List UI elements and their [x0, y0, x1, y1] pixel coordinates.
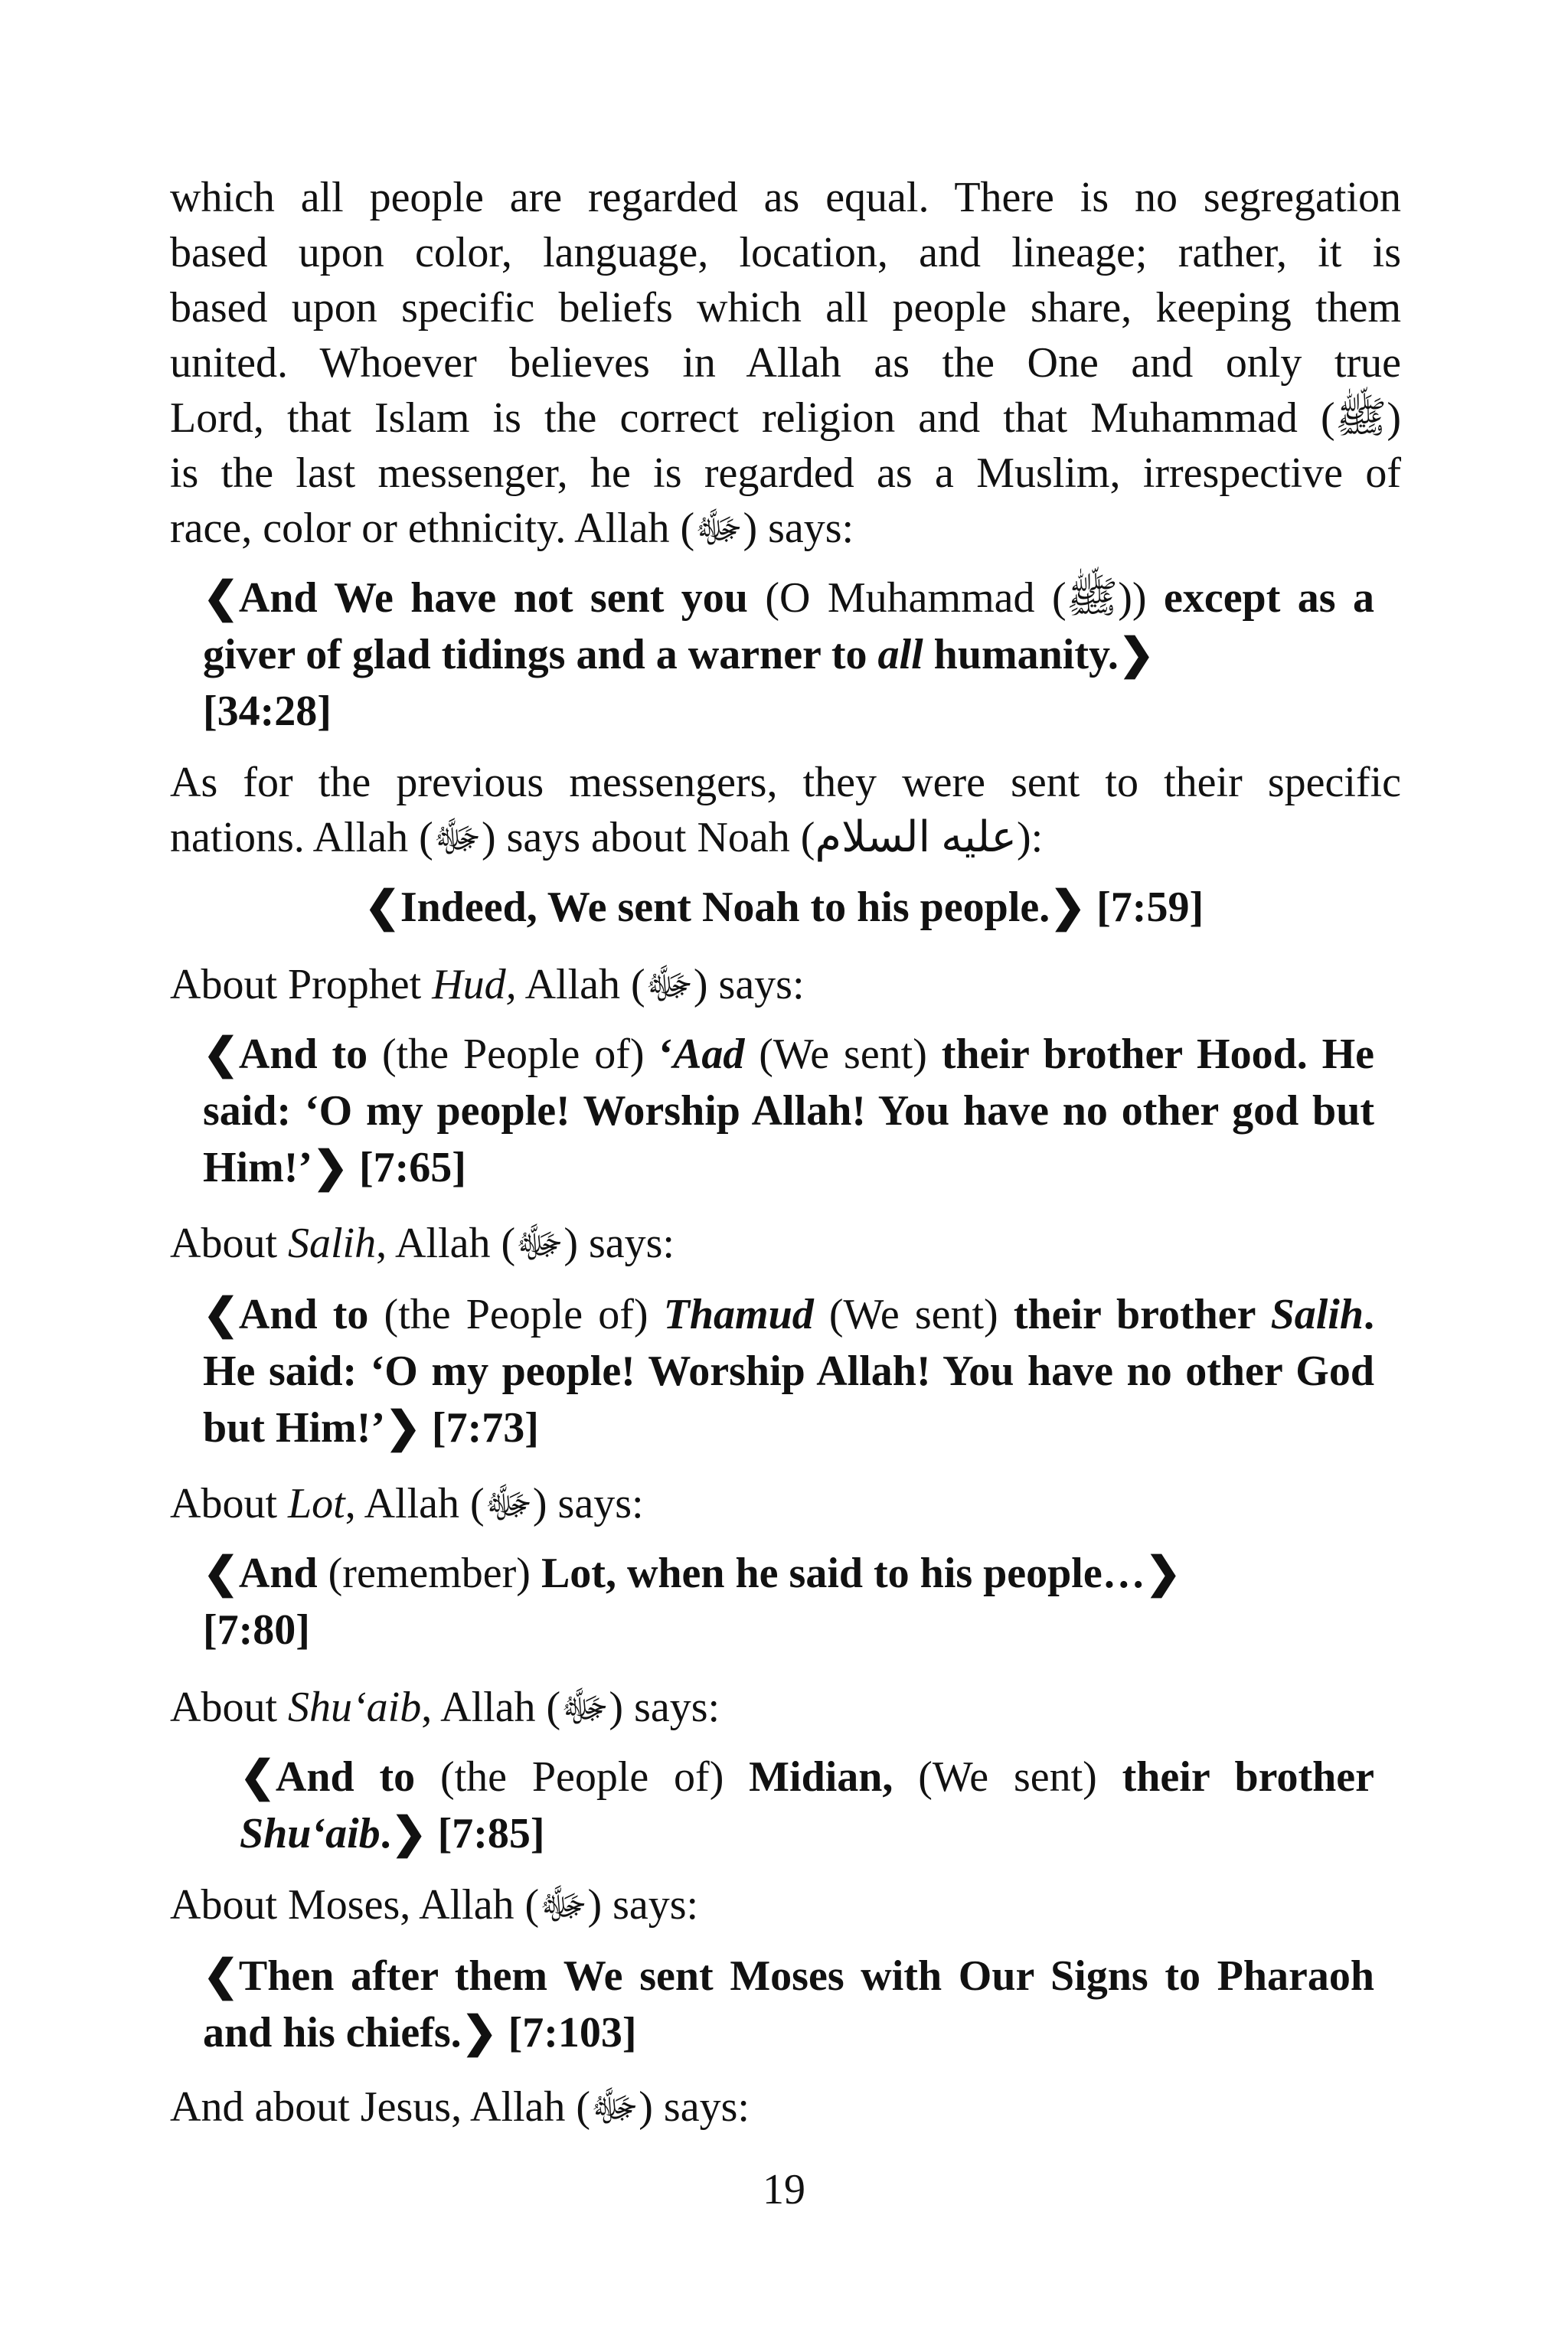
intro-text: About — [170, 1220, 288, 1267]
verse-emphasis: Shu‘aib — [240, 1810, 381, 1857]
verse-reference: [7:59] — [1086, 884, 1204, 931]
intro-text: About — [170, 1684, 288, 1731]
verse-bold-text: ‘ — [658, 1031, 674, 1078]
verse-bold-text: humanity. — [923, 631, 1119, 678]
verse-open-bracket: ❮ — [240, 1753, 276, 1801]
verse-bold-text: their brother — [1013, 1291, 1271, 1338]
verse-open-bracket: ❮ — [203, 574, 239, 622]
verse-bold-text: And We have not sent you — [238, 574, 748, 622]
intro-text: Allah (ﷻ) says: — [516, 961, 805, 1008]
page-number: 19 — [763, 2166, 805, 2213]
quran-verse-noah — [0, 879, 1568, 936]
prophet-name: Shu‘aib — [288, 1684, 422, 1731]
intro-text: , Allah (ﷻ) says: — [345, 1480, 644, 1527]
quran-verse-hud — [203, 1026, 1374, 1196]
verse-open-bracket: ❮ — [203, 1031, 239, 1078]
verse-plain-text: (the People of) — [368, 1031, 659, 1078]
intro-shuaib — [170, 1680, 1401, 1735]
quran-verse-moses — [203, 1948, 1374, 2061]
verse-emphasis: Thamud — [663, 1291, 814, 1338]
verse-plain-text: (remember) — [317, 1550, 541, 1597]
verse-bold-text: Midian, — [749, 1753, 893, 1801]
quran-verse-shuaib — [240, 1749, 1374, 1862]
body-text-line: race, color or ethnicity. Allah (ﷻ) says: — [170, 505, 854, 552]
verse-bold-text: And to — [238, 1291, 369, 1338]
intro-moses: About Moses, Allah (ﷻ) says: — [170, 1881, 699, 1929]
body-text-line: nations. Allah (ﷻ) says about Noah (عليه السلام): — [170, 814, 1044, 861]
intro-salih — [170, 1216, 1401, 1271]
body-text-line: is the last messenger, he is regarded as a Muslim, irrespective of — [170, 449, 1401, 497]
verse-bold-text: Then after them We sent Moses with Our Signs to Pharaoh and his chiefs. — [203, 1952, 1374, 2056]
verse-reference: [7:73] — [420, 1404, 539, 1452]
verse-reference: [34:28] — [203, 688, 332, 735]
verse-plain-text: (the People of) — [415, 1753, 750, 1801]
verse-bold-text: And to — [275, 1753, 416, 1801]
quran-verse-salih — [203, 1286, 1374, 1456]
intro-hud — [170, 957, 1401, 1012]
verse-bold-text: except as a giver of glad tidings and a warner to — [203, 574, 1374, 678]
intro-lot — [170, 1476, 1401, 1531]
verse-plain-text: (We sent) — [813, 1291, 1014, 1338]
verse-reference: [7:65] — [348, 1144, 466, 1191]
verse-open-bracket: ❮ — [203, 1291, 239, 1338]
verse-close-bracket: ❯ — [461, 2009, 498, 2056]
verse-reference: [7:80] — [203, 1606, 310, 1654]
verse-close-bracket: ❯ — [312, 1144, 348, 1191]
body-text-line: based upon specific beliefs which all people share, keeping them — [170, 284, 1401, 332]
verse-bold-text: Indeed, We sent Noah to his people. — [400, 884, 1050, 931]
verse-emphasis: Salih — [1270, 1291, 1364, 1338]
verse-close-bracket: ❯ — [1145, 1550, 1181, 1597]
prophet-name: Salih — [288, 1220, 377, 1267]
intro-text: , Allah (ﷻ) says: — [376, 1220, 675, 1267]
verse-open-bracket: ❮ — [203, 1952, 239, 2000]
intro-text: About — [170, 1480, 288, 1527]
body-text-line: Lord, that Islam is the correct religion and that Muhammad (ﷺ) — [170, 394, 1401, 442]
verse-reference: [7:103] — [497, 2009, 637, 2056]
verse-plain-text: (We sent) — [744, 1031, 942, 1078]
verse-close-bracket: ❯ — [1118, 631, 1155, 678]
intro-text: About Prophet — [170, 961, 433, 1008]
verse-emphasis: Aad — [673, 1031, 745, 1078]
intro-jesus: And about Jesus, Allah (ﷻ) says: — [170, 2083, 750, 2131]
body-text-line: based upon color, language, location, and lineage; rather, it is — [170, 229, 1401, 276]
verse-close-bracket: ❯ — [390, 1810, 427, 1857]
verse-emphasis: all — [877, 631, 923, 678]
verse-reference: [7:85] — [426, 1810, 545, 1857]
prophet-name: Lot — [288, 1480, 345, 1527]
verse-bold-text: their brother — [1122, 1753, 1374, 1801]
verse-close-bracket: ❯ — [385, 1404, 421, 1452]
verse-plain-text: (We sent) — [893, 1753, 1122, 1801]
intro-text: , Allah (ﷻ) says: — [421, 1684, 720, 1731]
body-text-line: As for the previous messengers, they were sent to their specific — [170, 759, 1401, 806]
quran-verse — [203, 570, 1374, 740]
body-text-line: united. Whoever believes in Allah as the One and only true — [170, 339, 1401, 387]
verse-plain-text: (O Muhammad (ﷺ)) — [747, 574, 1164, 622]
verse-bold-text: . — [380, 1810, 391, 1857]
body-text-line: which all people are regarded as equal. There is no segregation — [170, 174, 1401, 221]
verse-bold-text: And to — [238, 1031, 368, 1078]
verse-bold-text: . He said: ‘O my people! Worship Allah! You have no other God but Him!’ — [203, 1291, 1374, 1452]
verse-bold-text: Lot, when he said to his people… — [541, 1550, 1145, 1597]
quran-verse-lot — [203, 1545, 1374, 1658]
verse-open-bracket: ❮ — [203, 1550, 239, 1597]
verse-close-bracket: ❯ — [1050, 884, 1086, 931]
verse-open-bracket: ❮ — [364, 884, 400, 931]
verse-bold-text: their brother Hood. He said: ‘O my people! Worship Allah! You have no other god but Him!’ — [203, 1031, 1374, 1191]
verse-plain-text: (the People of) — [368, 1291, 664, 1338]
verse-bold-text: And — [238, 1550, 318, 1597]
prophet-name: Hud, — [432, 961, 517, 1008]
